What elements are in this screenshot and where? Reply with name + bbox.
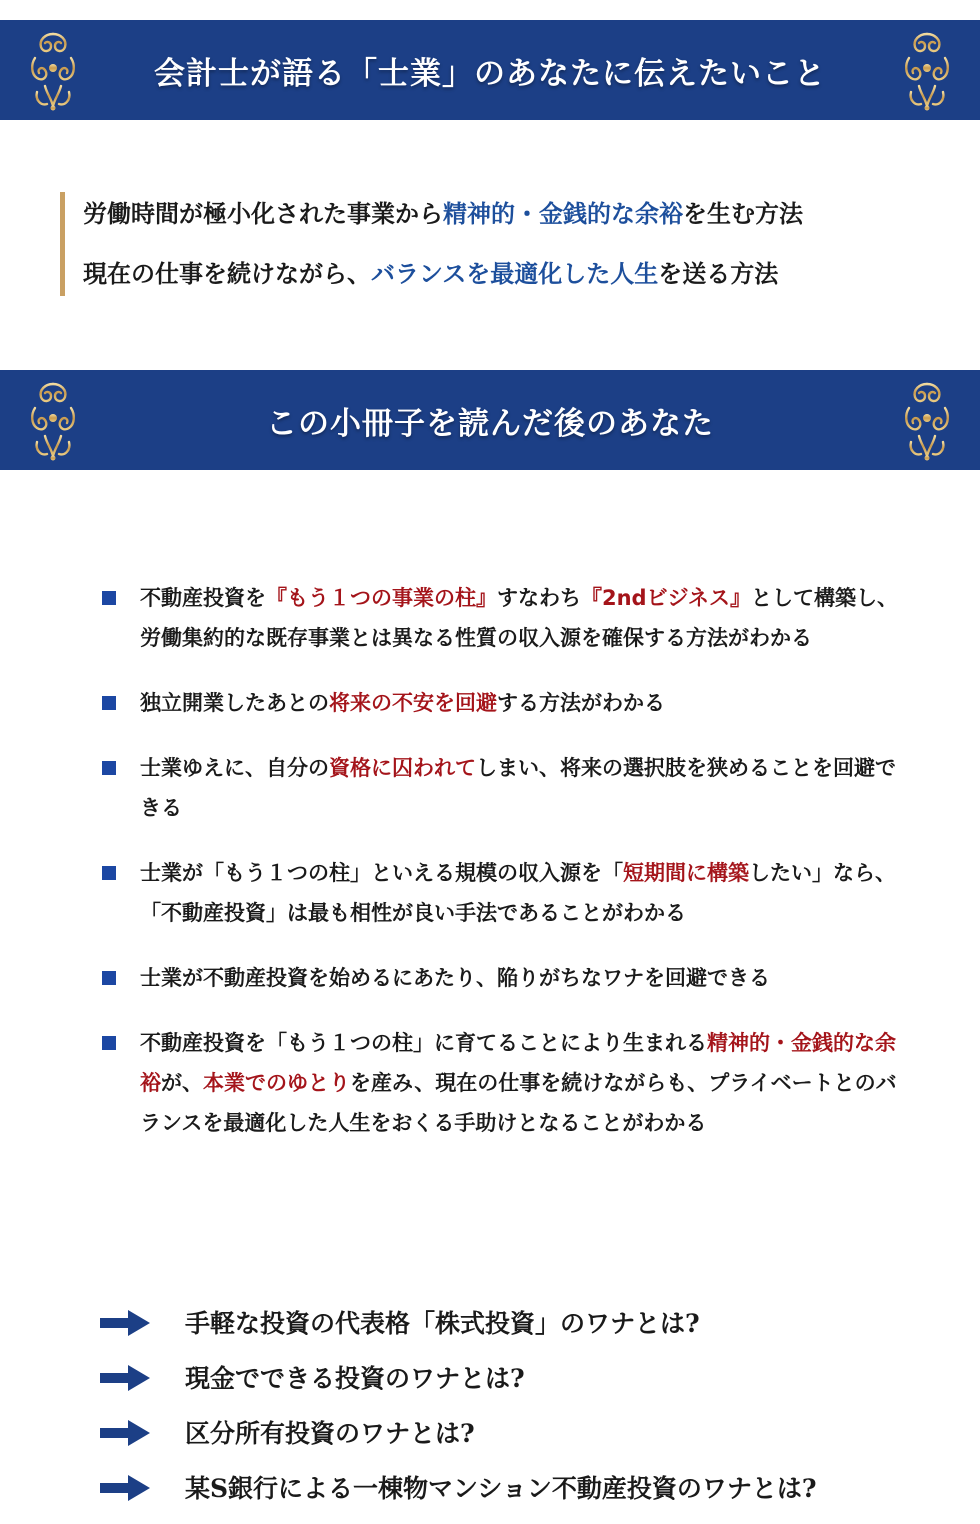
- intro-highlight: 精神的・金銭的な余裕: [443, 200, 683, 228]
- topic-link[interactable]: [100, 1410, 940, 1465]
- section-title-2: この小冊子を読んだ後のあなた: [266, 405, 714, 442]
- benefit-text: 士業ゆえに、自分の資格に囚われてしまい、将来の選択肢を狭めることを回避できる: [140, 756, 896, 820]
- benefit-item: [100, 748, 900, 828]
- topic-link-text: 手軽な投資の代表格「株式投資」のワナとは?: [185, 1309, 700, 1338]
- topic-link[interactable]: [100, 1300, 940, 1355]
- square-bullet-icon: [102, 866, 116, 880]
- benefit-highlight: 将来の不安を回避: [329, 691, 497, 715]
- right-arrow-icon: [100, 1365, 150, 1391]
- intro-line-2: 現在の仕事を続けながら、バランスを最適化した人生を送る方法: [83, 260, 779, 288]
- benefit-text: 不動産投資を「もう１つの柱」に育てることにより生まれる精神的・金銭的な余裕が、本業でのゆとりを産み、現在の仕事を続けながらも、プライベートとのバランスを最適化した人生をおくる手助けとなることがわかる: [140, 1031, 897, 1135]
- topic-link-list: [100, 1300, 940, 1520]
- intro-line-1: 労働時間が極小化された事業から精神的・金銭的な余裕を生む方法: [83, 200, 803, 228]
- topic-link-text: 区分所有投資のワナとは?: [185, 1419, 475, 1448]
- topic-link[interactable]: [100, 1465, 940, 1520]
- square-bullet-icon: [102, 761, 116, 775]
- intro-block: [60, 192, 940, 296]
- benefit-text: 不動産投資を『もう１つの事業の柱』すなわち『2ndビジネス』として構築し、労働集約的な既存事業とは異なる性質の収入源を確保する方法がわかる: [140, 586, 898, 650]
- benefit-item: [100, 578, 900, 658]
- intro-highlight: バランスを最適化した人生: [371, 260, 659, 288]
- square-bullet-icon: [102, 1036, 116, 1050]
- benefit-highlight: 『もう１つの事業の柱』: [266, 586, 497, 610]
- benefit-highlight: 本業でのゆとり: [203, 1071, 350, 1095]
- benefit-item: [100, 853, 900, 933]
- section-title-1: 会計士が語る「士業」のあなたに伝えたいこと: [154, 55, 826, 92]
- topic-link[interactable]: [100, 1355, 940, 1410]
- header-banner-1: [0, 20, 980, 120]
- gold-flourish-icon: [901, 378, 953, 462]
- square-bullet-icon: [102, 971, 116, 985]
- square-bullet-icon: [102, 696, 116, 710]
- benefit-list: [100, 578, 900, 1168]
- topic-link-text: 某S銀行による一棟物マンション不動産投資のワナとは?: [185, 1474, 817, 1503]
- benefit-highlight: 『2ndビジネス』: [581, 586, 751, 610]
- gold-flourish-icon: [27, 378, 79, 462]
- gold-flourish-icon: [27, 28, 79, 112]
- right-arrow-icon: [100, 1420, 150, 1446]
- benefit-text: 士業が「もう１つの柱」といえる規模の収入源を「短期間に構築したい」なら、「不動産投資」は最も相性が良い手法であることがわかる: [140, 861, 896, 925]
- benefit-highlight: 精神的・金銭的な余裕: [140, 1031, 896, 1095]
- benefit-item: [100, 1023, 900, 1143]
- gold-flourish-icon: [901, 28, 953, 112]
- square-bullet-icon: [102, 591, 116, 605]
- benefit-item: [100, 958, 900, 998]
- right-arrow-icon: [100, 1310, 150, 1336]
- header-banner-2: [0, 370, 980, 470]
- benefit-text: 士業が不動産投資を始めるにあたり、陥りがちなワナを回避できる: [140, 966, 770, 990]
- right-arrow-icon: [100, 1475, 150, 1501]
- benefit-text: 独立開業したあとの将来の不安を回避する方法がわかる: [140, 691, 665, 715]
- benefit-item: [100, 683, 900, 723]
- benefit-highlight: 資格に囚われて: [329, 756, 476, 780]
- topic-link-text: 現金でできる投資のワナとは?: [185, 1364, 525, 1393]
- benefit-highlight: 短期間に構築: [623, 861, 749, 885]
